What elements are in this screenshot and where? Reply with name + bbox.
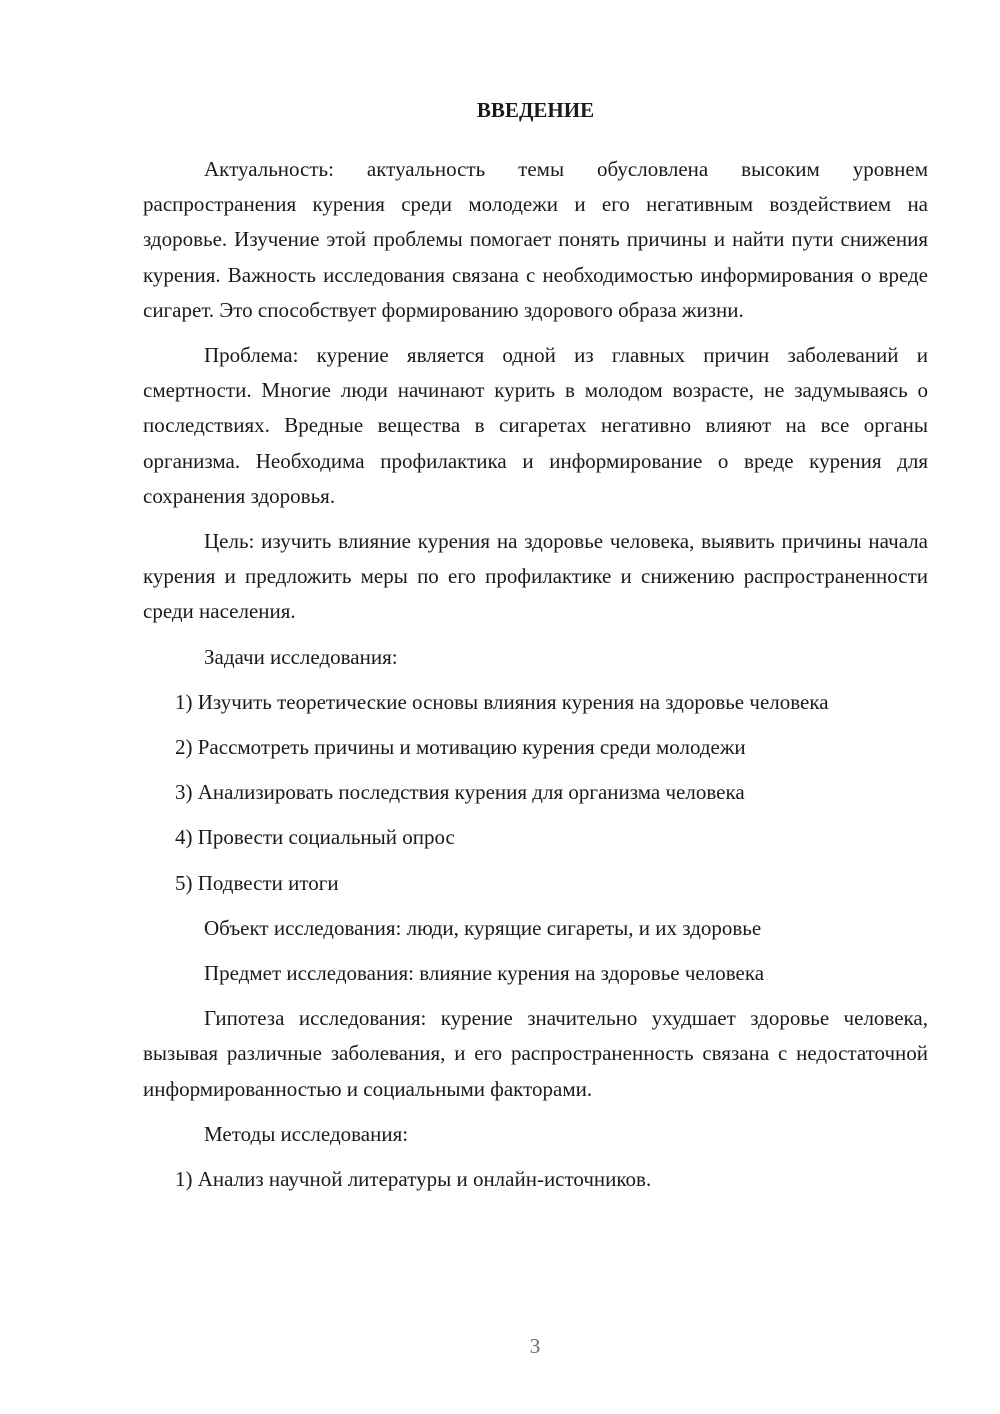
page-number: 3 bbox=[529, 1334, 541, 1358]
task-item-1: 1) Изучить теоретические основы влияния курения на здоровье человека bbox=[175, 689, 829, 714]
subject-paragraph: Предмет исследования: влияние курения на здоровье человека bbox=[204, 961, 765, 986]
task-item-4: 4) Провести социальный опрос bbox=[175, 825, 455, 850]
hypothesis-paragraph: Гипотеза исследования: курение значительно ухудшает здоровье человека, вызывая различные заболевания, и его распространенность связана с недостаточной информированностью и социальными факторами. bbox=[143, 1006, 928, 1101]
tasks-heading: Задачи исследования: bbox=[204, 644, 398, 669]
problem-paragraph: Проблема: курение является одной из главных причин заболеваний и смертности. Многие люди начинают курить в молодом возрасте, не задумываясь о последствиях. Вредные вещества в сигаретах негативно влияют на все органы организма. Необходима профилактика и информирование о вреде курения для сохранения здоровья. bbox=[143, 343, 928, 508]
method-item-1: 1) Анализ научной литературы и онлайн-источников. bbox=[175, 1167, 652, 1192]
object-paragraph: Объект исследования: люди, курящие сигареты, и их здоровье bbox=[204, 915, 762, 940]
relevance-paragraph: Актуальность: актуальность темы обусловлена высоким уровнем распространения курения среди молодежи и его негативным воздействием на здоровье. Изучение этой проблемы помогает понять причины и найти пути снижения курения. Важность исследования связана с необходимостью информирования о вреде сигарет. Это способствует формированию здорового образа жизни. bbox=[143, 157, 928, 322]
goal-paragraph: Цель: изучить влияние курения на здоровье человека, выявить причины начала курения и предложить меры по его профилактике и снижению распространенности среди населения. bbox=[143, 529, 928, 624]
page-title: ВВЕДЕНИЕ bbox=[476, 98, 595, 122]
methods-heading: Методы исследования: bbox=[204, 1121, 409, 1146]
task-item-3: 3) Анализировать последствия курения для организма человека bbox=[175, 780, 745, 805]
page-content bbox=[143, 93, 928, 1207]
task-item-5: 5) Подвести итоги bbox=[175, 870, 339, 895]
task-item-2: 2) Рассмотреть причины и мотивацию курения среди молодежи bbox=[175, 735, 746, 760]
